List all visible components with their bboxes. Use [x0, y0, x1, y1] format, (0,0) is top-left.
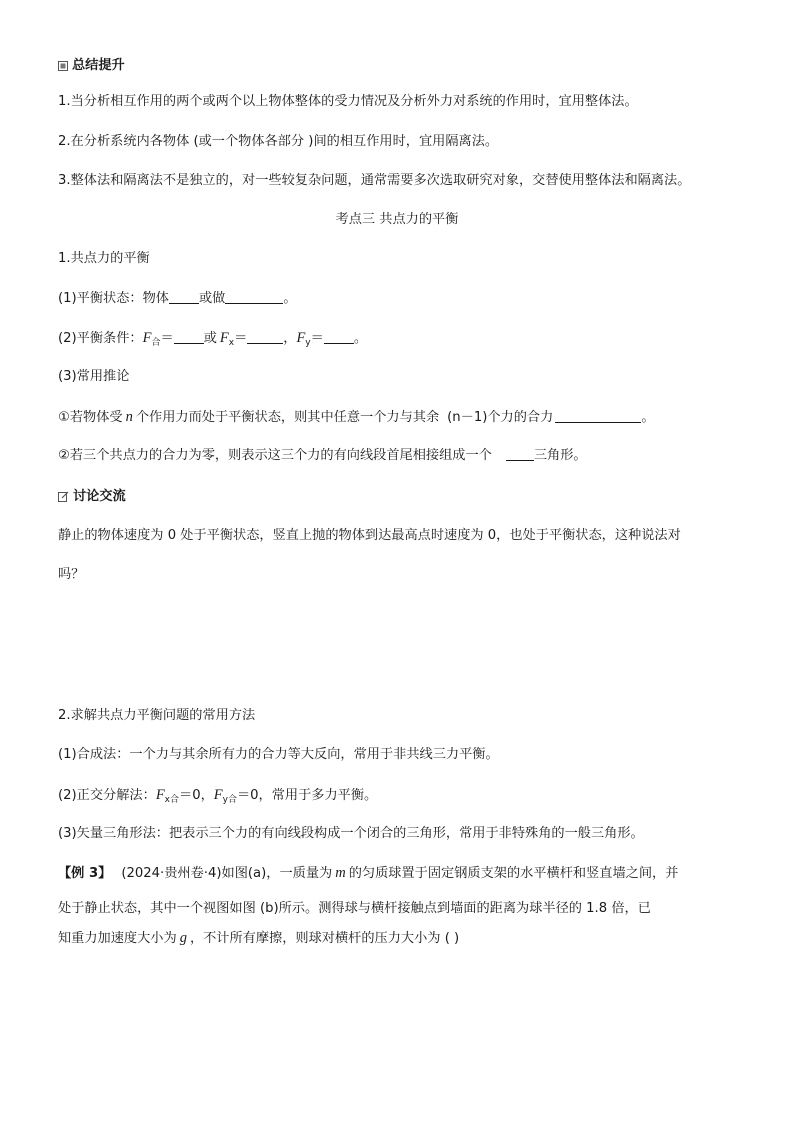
- equals-sign: ＝: [234, 331, 248, 346]
- inference-2: [58, 447, 587, 465]
- answer-blank[interactable]: [555, 409, 641, 423]
- cond-prefix: (2)平衡条件：: [58, 331, 143, 346]
- discussion-line-1: 静止的物体速度为 0 处于平衡状态，竖直上抛的物体到达最高点时速度为 0，也处于平衡状态，这种说法对: [58, 528, 681, 543]
- example-line-2: 处于静止状态，其中一个视图如图 (b)所示。测得球与横杆接触点到墙面的距离为球半径的 1.8 倍，已: [58, 901, 651, 916]
- infer2-a: ②若三个共点力的合力为零，则表示这三个力的有向线段首尾相接组成一个: [58, 448, 492, 463]
- answer-blank[interactable]: [324, 330, 354, 344]
- g-symbol: g: [179, 930, 187, 946]
- subscript-y: y: [222, 795, 228, 805]
- summary-title: 总结提升: [72, 58, 125, 73]
- n-symbol: n: [125, 409, 133, 425]
- discussion-line-2: 吗？: [58, 567, 85, 582]
- example-label: 【例 3】: [58, 866, 112, 881]
- discussion-header: [58, 488, 126, 508]
- methods-heading: 2.求解共点力平衡问题的常用方法: [58, 708, 256, 723]
- summary-point-2: 2.在分析系统内各物体 (或一个物体各部分 )间的相互作用时，宜用隔离法。: [58, 134, 499, 149]
- summary-header: [58, 57, 125, 77]
- example-line1-b: 的匀质球置于固定钢质支架的水平横杆和竖直墙之间，并: [348, 866, 679, 881]
- answer-blank[interactable]: [506, 447, 534, 461]
- infer1-d: 个力的合力: [487, 410, 554, 425]
- equilibrium-heading: 1.共点力的平衡: [58, 251, 150, 266]
- infer1-c: (n－1): [447, 410, 488, 425]
- subscript-x: x: [164, 795, 170, 805]
- comma: ，: [283, 331, 297, 346]
- method-1: (1)合成法：一个力与其余所有力的合力等大反向，常用于非共线三力平衡。: [58, 747, 499, 762]
- equals-sign: ＝: [160, 331, 174, 346]
- infer1-a: ①若物体受: [58, 410, 123, 425]
- period: 。: [353, 331, 367, 346]
- discussion-title: 讨论交流: [73, 489, 126, 504]
- method-2: [58, 786, 377, 809]
- force-symbol: F: [155, 787, 165, 803]
- example-line-3: [58, 929, 459, 948]
- example-line3-a: 知重力加速度大小为: [58, 931, 177, 946]
- answer-blank[interactable]: [169, 290, 199, 304]
- state-end: 。: [283, 291, 297, 306]
- subscript-he: 合: [227, 795, 237, 805]
- answer-blank[interactable]: [247, 330, 283, 344]
- period: 。: [641, 410, 655, 425]
- infer1-b: 个作用力而处于平衡状态，则其中任意一个力与其余: [135, 410, 440, 425]
- subscript-x: x: [228, 338, 235, 348]
- summary-point-3: 3.整体法和隔离法不是独立的，对一些较复杂问题，通常需要多次选取研究对象，交替使用整体法和隔离法。: [58, 173, 691, 188]
- subscript-he: 合: [170, 795, 180, 805]
- force-symbol: F: [142, 330, 152, 346]
- answer-blank[interactable]: [174, 330, 204, 344]
- summary-icon: [58, 59, 68, 77]
- or-text: 或: [203, 331, 217, 346]
- method-3: (3)矢量三角形法：把表示三个力的有向线段构成一个闭合的三角形，常用于非特殊角的一般三角形。: [58, 826, 644, 841]
- edit-icon: [58, 490, 69, 508]
- inference-heading: (3)常用推论: [58, 369, 130, 384]
- m-symbol: m: [335, 865, 346, 881]
- force-symbol: F: [219, 330, 229, 346]
- example-line1-a: (2024·贵州卷·4)如图(a)，一质量为: [121, 866, 333, 881]
- m2-prefix: (2)正交分解法：: [58, 788, 156, 803]
- summary-point-1: 1.当分析相互作用的两个或两个以上物体整体的受力情况及分析外力对系统的作用时，宜用整体法。: [58, 94, 638, 109]
- section-title: 考点三 共点力的平衡: [335, 212, 459, 227]
- equals-sign: ＝: [310, 331, 324, 346]
- subscript-he: 合: [151, 338, 161, 348]
- infer2-b: 三角形。: [533, 448, 587, 463]
- force-symbol: F: [213, 787, 223, 803]
- inference-1: [58, 408, 655, 427]
- equilibrium-condition: [58, 329, 367, 352]
- force-symbol: F: [296, 330, 306, 346]
- example-line3-b: ，不计所有摩擦，则球对横杆的压力大小为 ( ): [189, 931, 460, 946]
- m2-eq: ＝0，: [179, 788, 214, 803]
- state-mid: 或做: [199, 291, 226, 306]
- example-line-1: [58, 864, 678, 883]
- m2-eq2: ＝0，常用于多力平衡。: [236, 788, 378, 803]
- subscript-y: y: [305, 338, 311, 348]
- state-prefix: (1)平衡状态：物体: [58, 291, 169, 306]
- equilibrium-state: [58, 290, 297, 308]
- answer-blank[interactable]: [225, 290, 283, 304]
